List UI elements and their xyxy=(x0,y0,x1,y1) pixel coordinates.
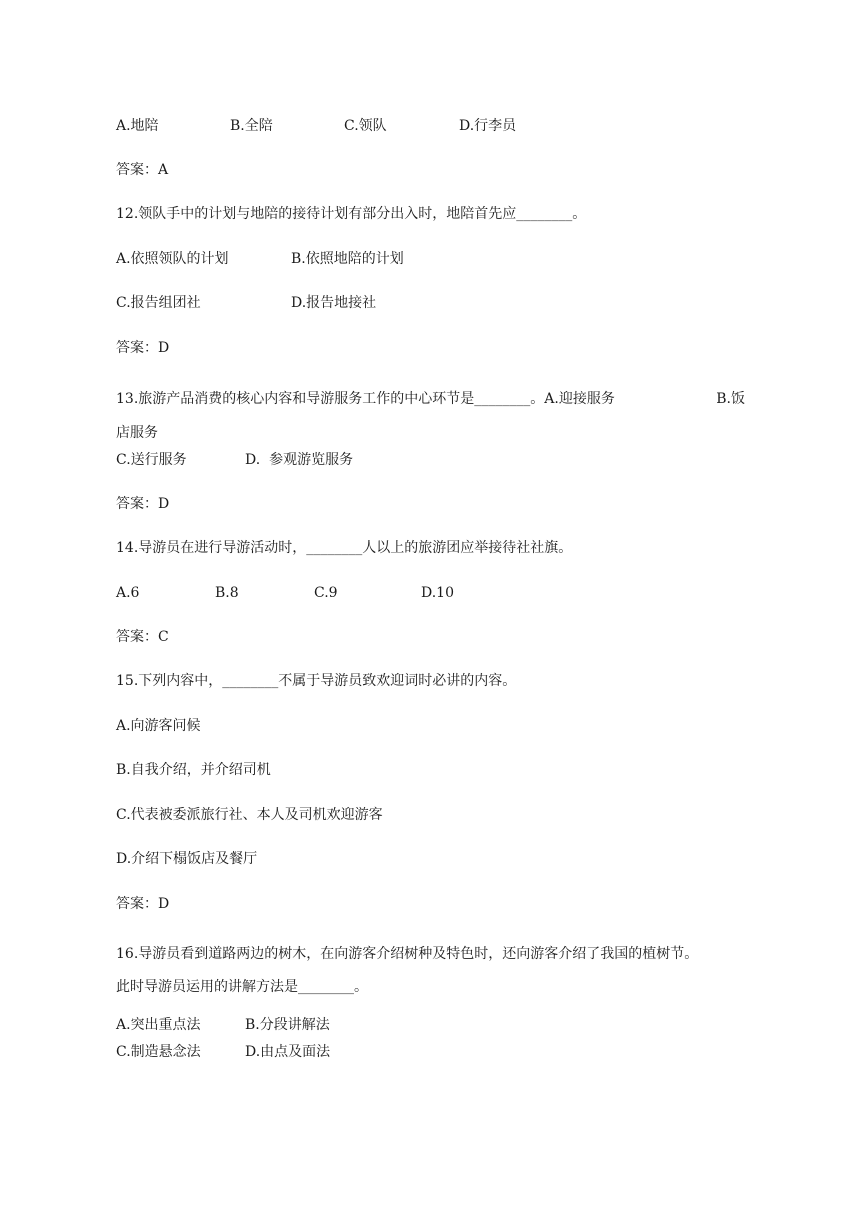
q14-option-b: B.8 xyxy=(215,585,239,601)
q14-option-d: D.10 xyxy=(421,585,454,601)
q13-question-tail: B.饭 xyxy=(716,391,745,407)
q15-option-d: D.介绍下榻饭店及餐厅 xyxy=(116,851,258,867)
q16-option-d: D.由点及面法 xyxy=(245,1044,331,1060)
q14-answer: 答案：C xyxy=(116,629,169,645)
q15-answer: 答案：D xyxy=(116,896,170,912)
q11-answer: 答案：A xyxy=(116,162,169,178)
q12-option-c: C.报告组团社 xyxy=(116,295,201,311)
q14-option-c: C.9 xyxy=(314,585,338,601)
q11-option-a: A.地陪 xyxy=(116,118,159,134)
q11-option-c: C.领队 xyxy=(344,118,387,134)
q12-option-a: A.依照领队的计划 xyxy=(116,251,229,267)
q11-option-b: B.全陪 xyxy=(230,118,273,134)
q12-answer: 答案：D xyxy=(116,340,170,356)
q14-question: 14.导游员在进行导游活动时，________人以上的旅游团应举接待社社旗。 xyxy=(116,540,573,556)
q16-option-a: A.突出重点法 xyxy=(116,1017,201,1033)
q11-option-d: D.行李员 xyxy=(459,118,517,134)
q15-option-b: B.自我介绍，并介绍司机 xyxy=(116,762,271,778)
q16-question-line1: 16.导游员看到道路两边的树木，在向游客介绍树种及特色时，还向游客介绍了我国的植树节。 xyxy=(116,946,699,962)
q16-option-c: C.制造悬念法 xyxy=(116,1044,201,1060)
q16-question-line2: 此时导游员运用的讲解方法是________。 xyxy=(116,979,368,995)
q12-option-d: D.报告地接社 xyxy=(291,295,377,311)
q12-question: 12.领队手中的计划与地陪的接待计划有部分出入时，地陪首先应________。 xyxy=(116,206,587,222)
q13-option-d: D. 参观游览服务 xyxy=(245,452,354,468)
q13-option-c: C.送行服务 xyxy=(116,452,187,468)
q14-option-a: A.6 xyxy=(116,585,140,601)
q16-option-b: B.分段讲解法 xyxy=(245,1017,330,1033)
q13-answer: 答案：D xyxy=(116,496,170,512)
q13-question: 13.旅游产品消费的核心内容和导游服务工作的中心环节是________。A.迎接服务 xyxy=(116,391,615,407)
q12-option-b: B.依照地陪的计划 xyxy=(291,251,404,267)
q15-option-a: A.向游客问候 xyxy=(116,718,201,734)
q15-question: 15.下列内容中，________不属于导游员致欢迎词时必讲的内容。 xyxy=(116,673,517,689)
q15-option-c: C.代表被委派旅行社、本人及司机欢迎游客 xyxy=(116,807,383,823)
q13-question-line2: 店服务 xyxy=(116,425,158,441)
